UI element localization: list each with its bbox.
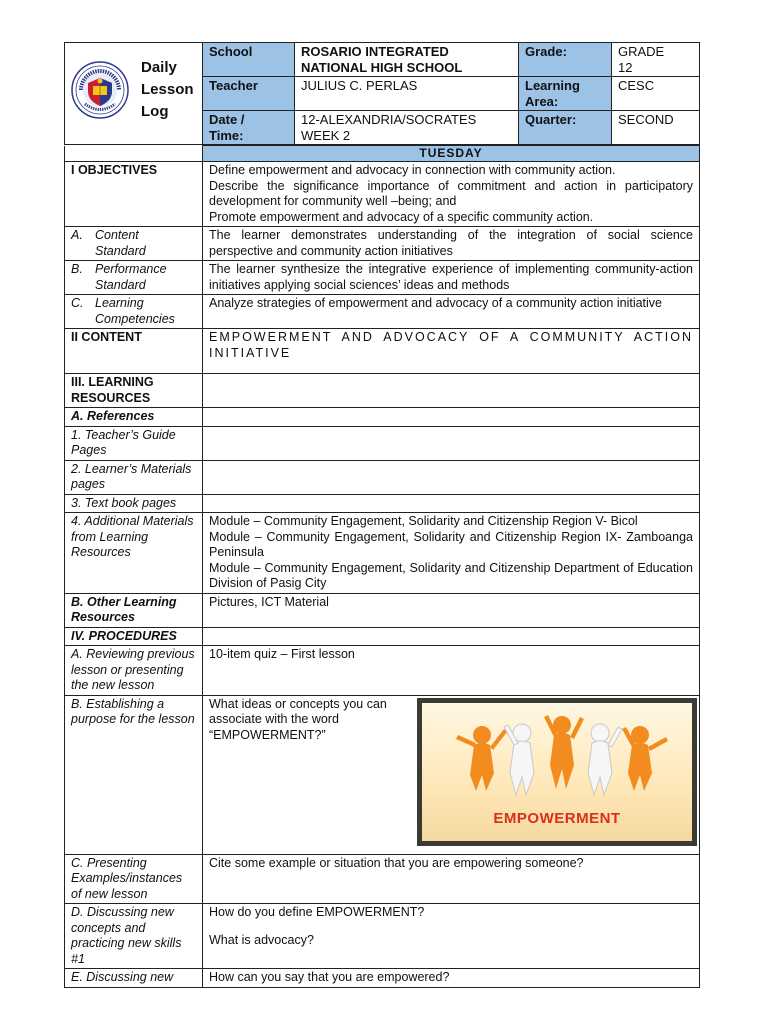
reviewing-text: 10-item quiz – First lesson (203, 646, 700, 696)
references-value (203, 408, 700, 427)
presenting-text: Cite some example or situation that you are empowering someone? (203, 854, 700, 904)
learners-materials-label: 2. Learner’s Materials pages (65, 460, 203, 494)
grade-value: GRADE 12 (612, 43, 700, 77)
discussing1-question-1: How do you define EMPOWERMENT? (209, 905, 425, 919)
brand-cell (65, 43, 203, 145)
date-value: 12-ALEXANDRIA/SOCRATES WEEK 2 (295, 111, 519, 145)
discussing1-cell (203, 904, 700, 969)
empowerment-image (417, 698, 697, 846)
teacher-value: JULIUS C. PERLAS (295, 77, 519, 111)
performance-standard-text: The learner synthesize the integrative experience of implementing community-action initiatives applying social sciences’ ideas and methods (203, 261, 700, 295)
discussing2-text: How can you say that you are empowered? (203, 969, 700, 988)
additional-materials-label: 4. Additional Materials from Learning Resources (65, 513, 203, 594)
learners-materials-value (203, 460, 700, 494)
objectives-label: I OBJECTIVES (65, 162, 203, 227)
procedures-label: IV. PROCEDURES (65, 627, 203, 646)
teachers-guide-value (203, 426, 700, 460)
reviewing-label: A. Reviewing previous lesson or presenting the new lesson (65, 646, 203, 696)
references-label: A. References (65, 408, 203, 427)
other-resources-label: B. Other Learning Resources (65, 593, 203, 627)
learning-area-value: CESC (612, 77, 700, 111)
procedures-value (203, 627, 700, 646)
teacher-label: Teacher (203, 77, 295, 111)
image-caption: EMPOWERMENT (493, 810, 621, 827)
quarter-value: SECOND (612, 111, 700, 145)
learning-resources-value (203, 374, 700, 408)
learning-resources-label: III. LEARNING RESOURCES (65, 374, 203, 408)
lesson-body-table (64, 145, 700, 988)
objectives-text: Define empowerment and advocacy in connection with community action. Describe the significance importance of commitment and action in participatory development for community well –being; and Promote empowerment and advocacy of a specific community action. (203, 162, 700, 227)
content-standard-label: A. Content Standard (65, 227, 203, 261)
content-text: EMPOWERMENT AND ADVOCACY OF A COMMUNITY ACTION INITIATIVE (203, 329, 700, 374)
deped-seal-icon (71, 61, 129, 119)
daily-lesson-log (64, 42, 699, 988)
purpose-text: What ideas or concepts you can associate with the word “EMPOWERMENT?” (209, 696, 387, 742)
textbook-label: 3. Text book pages (65, 494, 203, 513)
learning-competencies-text: Analyze strategies of empowerment and advocacy of a community action initiative (203, 295, 700, 329)
day-header: TUESDAY (203, 146, 700, 162)
school-value: ROSARIO INTEGRATED NATIONAL HIGH SCHOOL (295, 43, 519, 77)
discussing1-question-2: What is advocacy? (209, 932, 314, 947)
content-standard-text: The learner demonstrates understanding of the integration of social science perspective and community action initiatives (203, 227, 700, 261)
other-resources-text: Pictures, ICT Material (203, 593, 700, 627)
teachers-guide-label: 1. Teacher’s Guide Pages (65, 426, 203, 460)
discussing2-label: E. Discussing new (65, 969, 203, 988)
grade-label: Grade: (519, 43, 612, 77)
additional-materials-text: Module – Community Engagement, Solidarity and Citizenship Region V- Bicol Module – Community Engagement, Solidarity and Citizenship Region IX- Zamboanga Peninsula Module – Community Engagement, Solidarity and Citizenship Department of Education Division of Pasig City (203, 513, 700, 594)
school-label: School (203, 43, 295, 77)
purpose-cell (203, 695, 700, 854)
content-label: II CONTENT (65, 329, 203, 374)
learning-competencies-label: C. Learning Competencies (65, 295, 203, 329)
presenting-label: C. Presenting Examples/instances of new lesson (65, 854, 203, 904)
learning-area-label: Learning Area: (519, 77, 612, 111)
performance-standard-label: B. Performance Standard (65, 261, 203, 295)
document-title: Daily Lesson Log (141, 59, 194, 120)
discussing1-label: D. Discussing new concepts and practicing new skills #1 (65, 904, 203, 969)
purpose-label: B. Establishing a purpose for the lesson (65, 695, 203, 854)
quarter-label: Quarter: (519, 111, 612, 145)
date-label: Date / Time: (203, 111, 295, 145)
textbook-value (203, 494, 700, 513)
header-table (64, 42, 700, 145)
